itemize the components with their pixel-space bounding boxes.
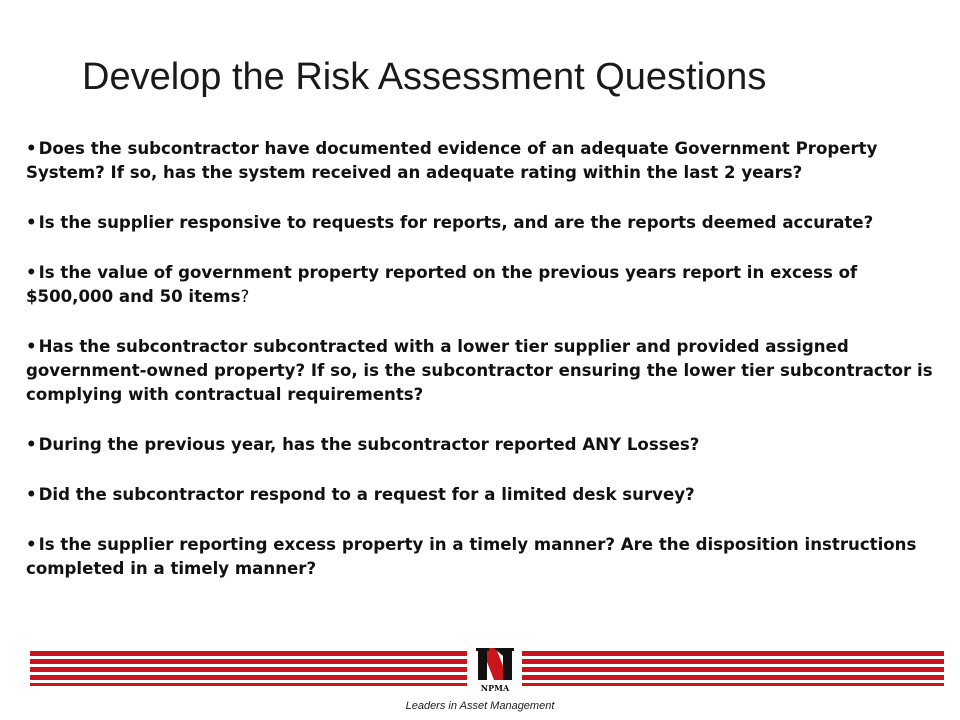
footer-stripes-right [522,651,944,687]
bullet-item-5 [26,433,946,457]
stripe [30,675,467,680]
bullet-item-1 [26,137,946,185]
bullet-marker: • [26,213,37,232]
stripe [522,667,944,672]
footer-stripes-left [30,651,467,687]
bullet-marker: • [26,485,37,504]
stripe [30,667,467,672]
stripe [30,651,467,656]
bullet-item-3 [26,261,946,309]
npma-logo-icon [470,642,520,694]
bullet-item-4 [26,335,946,407]
footer-tagline: Leaders in Asset Management [405,700,555,712]
stripe [522,651,944,656]
bullet-item-6 [26,483,946,507]
bullet-marker: • [26,337,37,356]
bullet-text: Did the subcontractor respond to a request for a limited desk survey? [38,485,695,504]
bullet-list [26,137,946,607]
bullet-text: Does the subcontractor have documented evidence of an adequate Government Property System? If so, has the system received an adequate rating within the last 2 years? [26,139,878,182]
stripe [522,675,944,680]
bullet-tail: ? [240,287,250,306]
bullet-item-7 [26,533,946,581]
stripe [522,659,944,664]
bullet-text: Is the supplier responsive to requests for reports, and are the reports deemed accurate? [38,213,874,232]
bullet-marker: • [26,263,37,282]
svg-text:NPMA: NPMA [480,683,510,693]
stripe [30,659,467,664]
stripe [30,683,467,686]
bullet-text: Has the subcontractor subcontracted with a lower tier supplier and provided assigned government-owned property? If so, is the subcontractor ensuring the lower tier subcontractor is complying with contractual requirements? [26,337,933,404]
bullet-marker: • [26,435,37,454]
bullet-marker: • [26,535,37,554]
bullet-text: During the previous year, has the subcontractor reported ANY Losses? [38,435,700,454]
stripe [522,683,944,686]
bullet-text: Is the supplier reporting excess property in a timely manner? Are the disposition instructions completed in a timely manner? [26,535,917,578]
bullet-marker: • [26,139,37,158]
slide-title: Develop the Risk Assessment Questions [82,56,767,98]
bullet-text: Is the value of government property reported on the previous years report in excess of $500,000 and 50 items [26,263,858,306]
bullet-item-2 [26,211,946,235]
